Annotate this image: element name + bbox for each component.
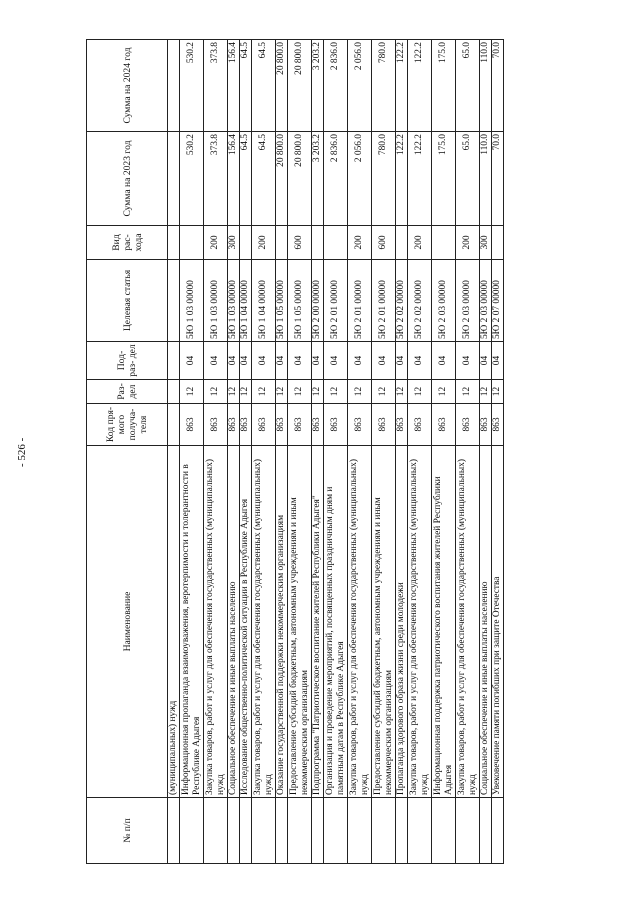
cell-name: Закупка товаров, работ и услуг для обеспечения государственных (муниципальных) нужд xyxy=(456,446,480,798)
cell-recipient: 863 xyxy=(312,404,324,446)
cell-sum-2024: 2 836.0 xyxy=(324,40,348,132)
table-row xyxy=(396,40,408,864)
table-row xyxy=(240,40,252,864)
cell-target: 5Ю 2 03 00000 xyxy=(480,260,492,342)
cell-recipient: 863 xyxy=(288,404,312,446)
cell-sum-2023: 2 836.0 xyxy=(324,132,348,226)
cell-subsection: 04 xyxy=(456,342,480,380)
cell-section: 12 xyxy=(396,380,408,404)
cell-subsection: 04 xyxy=(252,342,276,380)
cell-subsection: 04 xyxy=(408,342,432,380)
header-num: № п/п xyxy=(87,798,168,864)
cell-section: 12 xyxy=(492,380,504,404)
cell-recipient: 863 xyxy=(276,404,288,446)
cell-name: Закупка товаров, работ и услуг для обеспечения государственных (муниципальных) нужд xyxy=(252,446,276,798)
cell-sum-2024: 530.2 xyxy=(180,40,204,132)
cell-subsection: 04 xyxy=(480,342,492,380)
cell-sum-2023: 530.2 xyxy=(180,132,204,226)
cell-section: 12 xyxy=(348,380,372,404)
cell-exp-type: 600 xyxy=(372,226,396,260)
cell-exp-type xyxy=(324,226,348,260)
cell-exp-type xyxy=(312,226,324,260)
cell-section: 12 xyxy=(480,380,492,404)
budget-table xyxy=(86,39,504,864)
cell-name: Закупка товаров, работ и услуг для обеспечения государственных (муниципальных) нужд xyxy=(408,446,432,798)
cell-exp-type xyxy=(240,226,252,260)
cell-num xyxy=(204,798,228,864)
cell-num xyxy=(456,798,480,864)
cell-recipient: 863 xyxy=(324,404,348,446)
cell-target: 5Ю 2 01 00000 xyxy=(348,260,372,342)
cell-num xyxy=(480,798,492,864)
cell-recipient: 863 xyxy=(348,404,372,446)
cell-recipient: 863 xyxy=(228,404,240,446)
cell-target: 5Ю 1 04 00000 xyxy=(252,260,276,342)
cell-target: 5Ю 2 03 00000 xyxy=(432,260,456,342)
cell-recipient: 863 xyxy=(204,404,228,446)
cell-target: 5Ю 2 00 00000 xyxy=(312,260,324,342)
table-body xyxy=(168,40,504,864)
cell-sum-2023: 122.2 xyxy=(408,132,432,226)
cell-section: 12 xyxy=(228,380,240,404)
cell-sum-2023: 64.5 xyxy=(252,132,276,226)
cell-subsection: 04 xyxy=(372,342,396,380)
cell-target xyxy=(168,260,180,342)
cell-section: 12 xyxy=(240,380,252,404)
header-name: Наименование xyxy=(87,446,168,798)
cell-sum-2024: 20 800.0 xyxy=(288,40,312,132)
cell-target: 5Ю 1 03 00000 xyxy=(180,260,204,342)
cell-name: Информационная пропаганда взаимоуважения, веротерпимости и толерантности в Республике Адыгея xyxy=(180,446,204,798)
header-exp-type: Вид рас- хода xyxy=(87,226,168,260)
cell-subsection xyxy=(168,342,180,380)
cell-sum-2024: 373.8 xyxy=(204,40,228,132)
table-row xyxy=(456,40,480,864)
cell-exp-type: 200 xyxy=(456,226,480,260)
cell-recipient: 863 xyxy=(372,404,396,446)
cell-num xyxy=(276,798,288,864)
cell-exp-type: 200 xyxy=(204,226,228,260)
cell-sum-2024: 156.4 xyxy=(228,40,240,132)
cell-subsection: 04 xyxy=(324,342,348,380)
cell-name: Увековечение памяти погибших при защите Отечества xyxy=(492,446,504,798)
cell-recipient: 863 xyxy=(252,404,276,446)
cell-num xyxy=(168,798,180,864)
cell-name: Подпрограмма "Патриотическое воспитание жителей Республики Адыгея" xyxy=(312,446,324,798)
cell-sum-2024: 780.0 xyxy=(372,40,396,132)
cell-section: 12 xyxy=(324,380,348,404)
cell-target: 5Ю 1 03 00000 xyxy=(228,260,240,342)
cell-name: Предоставление субсидий бюджетным, автономным учреждениям и иным некоммерческим организациям xyxy=(372,446,396,798)
cell-section xyxy=(168,380,180,404)
cell-sum-2024: 20 800.0 xyxy=(276,40,288,132)
cell-subsection: 04 xyxy=(348,342,372,380)
cell-num xyxy=(492,798,504,864)
cell-recipient: 863 xyxy=(240,404,252,446)
cell-num xyxy=(228,798,240,864)
cell-section: 12 xyxy=(372,380,396,404)
cell-sum-2023: 3 203.2 xyxy=(312,132,324,226)
cell-name: Предоставление субсидий бюджетным, автономным учреждениям и иным некоммерческим организациям xyxy=(288,446,312,798)
cell-sum-2024: 70.0 xyxy=(492,40,504,132)
cell-num xyxy=(432,798,456,864)
cell-sum-2024: 110.0 xyxy=(480,40,492,132)
cell-recipient: 863 xyxy=(396,404,408,446)
cell-name: Организация и проведение мероприятий, посвященных праздничным дням и памятным датам в Республике Адыгея xyxy=(324,446,348,798)
header-sum-2024: Сумма на 2024 год xyxy=(87,40,168,132)
cell-target: 5Ю 2 03 00000 xyxy=(456,260,480,342)
table-row xyxy=(408,40,432,864)
cell-exp-type: 600 xyxy=(288,226,312,260)
table-row xyxy=(252,40,276,864)
cell-sum-2024: 2 056.0 xyxy=(348,40,372,132)
cell-section: 12 xyxy=(180,380,204,404)
cell-sum-2023 xyxy=(168,132,180,226)
header-target: Целевая статья xyxy=(87,260,168,342)
cell-subsection: 04 xyxy=(312,342,324,380)
header-subsection: Под- раз- дел xyxy=(87,342,168,380)
cell-exp-type: 200 xyxy=(348,226,372,260)
cell-sum-2023: 70.0 xyxy=(492,132,504,226)
cell-sum-2024: 3 203.2 xyxy=(312,40,324,132)
table-row xyxy=(324,40,348,864)
cell-name: Оказание государственной поддержки некоммерческим организациям xyxy=(276,446,288,798)
cell-section: 12 xyxy=(456,380,480,404)
header-sum-2023: Сумма на 2023 год xyxy=(87,132,168,226)
cell-sum-2023: 175.0 xyxy=(432,132,456,226)
cell-name: Исследование общественно-политической ситуации в Республике Адыгея xyxy=(240,446,252,798)
cell-sum-2023: 156.4 xyxy=(228,132,240,226)
cell-sum-2023: 20 800.0 xyxy=(288,132,312,226)
cell-section: 12 xyxy=(288,380,312,404)
cell-name: Закупка товаров, работ и услуг для обеспечения государственных (муниципальных) нужд xyxy=(348,446,372,798)
cell-target: 5Ю 1 03 00000 xyxy=(204,260,228,342)
cell-sum-2024: 122.2 xyxy=(396,40,408,132)
rotated-page-content xyxy=(86,40,574,864)
cell-sum-2023: 2 056.0 xyxy=(348,132,372,226)
cell-exp-type xyxy=(168,226,180,260)
cell-sum-2023: 780.0 xyxy=(372,132,396,226)
cell-target: 5Ю 2 01 00000 xyxy=(324,260,348,342)
cell-recipient: 863 xyxy=(480,404,492,446)
cell-exp-type xyxy=(180,226,204,260)
cell-exp-type xyxy=(276,226,288,260)
cell-recipient: 863 xyxy=(408,404,432,446)
table-row xyxy=(480,40,492,864)
cell-exp-type: 200 xyxy=(252,226,276,260)
header-recipient: Код пря- мого получа- теля xyxy=(87,404,168,446)
table-row xyxy=(372,40,396,864)
cell-name: (муниципальных) нужд xyxy=(168,446,180,798)
cell-subsection: 04 xyxy=(204,342,228,380)
cell-target: 5Ю 2 02 00000 xyxy=(396,260,408,342)
table-row xyxy=(168,40,180,864)
table-row xyxy=(288,40,312,864)
cell-sum-2024: 64.5 xyxy=(240,40,252,132)
cell-subsection: 04 xyxy=(396,342,408,380)
cell-sum-2023: 20 800.0 xyxy=(276,132,288,226)
table-row xyxy=(276,40,288,864)
cell-subsection: 04 xyxy=(228,342,240,380)
cell-name: Социальное обеспечение и иные выплаты населению xyxy=(480,446,492,798)
cell-sum-2024: 64.5 xyxy=(252,40,276,132)
cell-num xyxy=(396,798,408,864)
cell-recipient: 863 xyxy=(180,404,204,446)
table-row xyxy=(432,40,456,864)
cell-exp-type: 300 xyxy=(480,226,492,260)
cell-exp-type: 300 xyxy=(228,226,240,260)
cell-recipient xyxy=(168,404,180,446)
cell-target: 5Ю 1 05 00000 xyxy=(276,260,288,342)
page-number: - 526 - xyxy=(16,437,28,467)
cell-target: 5Ю 2 07 00000 xyxy=(492,260,504,342)
cell-name: Закупка товаров, работ и услуг для обеспечения государственных (муниципальных) нужд xyxy=(204,446,228,798)
table-row xyxy=(228,40,240,864)
cell-num xyxy=(240,798,252,864)
header-section: Раз- дел xyxy=(87,380,168,404)
table-row xyxy=(204,40,228,864)
table-row xyxy=(180,40,204,864)
cell-name: Социальное обеспечение и иные выплаты населению xyxy=(228,446,240,798)
cell-exp-type xyxy=(432,226,456,260)
cell-recipient: 863 xyxy=(492,404,504,446)
table-row xyxy=(312,40,324,864)
cell-sum-2024: 122.2 xyxy=(408,40,432,132)
cell-section: 12 xyxy=(312,380,324,404)
cell-exp-type: 200 xyxy=(408,226,432,260)
cell-exp-type xyxy=(492,226,504,260)
cell-num xyxy=(252,798,276,864)
cell-recipient: 863 xyxy=(456,404,480,446)
cell-subsection: 04 xyxy=(180,342,204,380)
cell-sum-2023: 373.8 xyxy=(204,132,228,226)
cell-sum-2024 xyxy=(168,40,180,132)
cell-target: 5Ю 2 02 00000 xyxy=(408,260,432,342)
table-header-row xyxy=(87,40,168,864)
table-row xyxy=(492,40,504,864)
cell-exp-type xyxy=(396,226,408,260)
cell-target: 5Ю 1 05 00000 xyxy=(288,260,312,342)
cell-name: Информационная поддержка патриотического воспитания жителей Республики Адыгея xyxy=(432,446,456,798)
cell-name: Пропаганда здорового образа жизни среди молодежи xyxy=(396,446,408,798)
cell-target: 5Ю 1 04 00000 xyxy=(240,260,252,342)
cell-num xyxy=(372,798,396,864)
cell-sum-2024: 65.0 xyxy=(456,40,480,132)
cell-subsection: 04 xyxy=(288,342,312,380)
table-row xyxy=(348,40,372,864)
cell-section: 12 xyxy=(252,380,276,404)
cell-subsection: 04 xyxy=(240,342,252,380)
cell-num xyxy=(408,798,432,864)
cell-subsection: 04 xyxy=(276,342,288,380)
cell-target: 5Ю 2 01 00000 xyxy=(372,260,396,342)
cell-num xyxy=(312,798,324,864)
cell-subsection: 04 xyxy=(432,342,456,380)
cell-section: 12 xyxy=(204,380,228,404)
cell-num xyxy=(288,798,312,864)
cell-num xyxy=(180,798,204,864)
cell-subsection: 04 xyxy=(492,342,504,380)
cell-section: 12 xyxy=(432,380,456,404)
cell-sum-2023: 122.2 xyxy=(396,132,408,226)
cell-num xyxy=(348,798,372,864)
cell-sum-2023: 64.5 xyxy=(240,132,252,226)
cell-section: 12 xyxy=(276,380,288,404)
cell-section: 12 xyxy=(408,380,432,404)
cell-sum-2023: 65.0 xyxy=(456,132,480,226)
cell-num xyxy=(324,798,348,864)
cell-sum-2023: 110.0 xyxy=(480,132,492,226)
cell-recipient: 863 xyxy=(432,404,456,446)
cell-sum-2024: 175.0 xyxy=(432,40,456,132)
